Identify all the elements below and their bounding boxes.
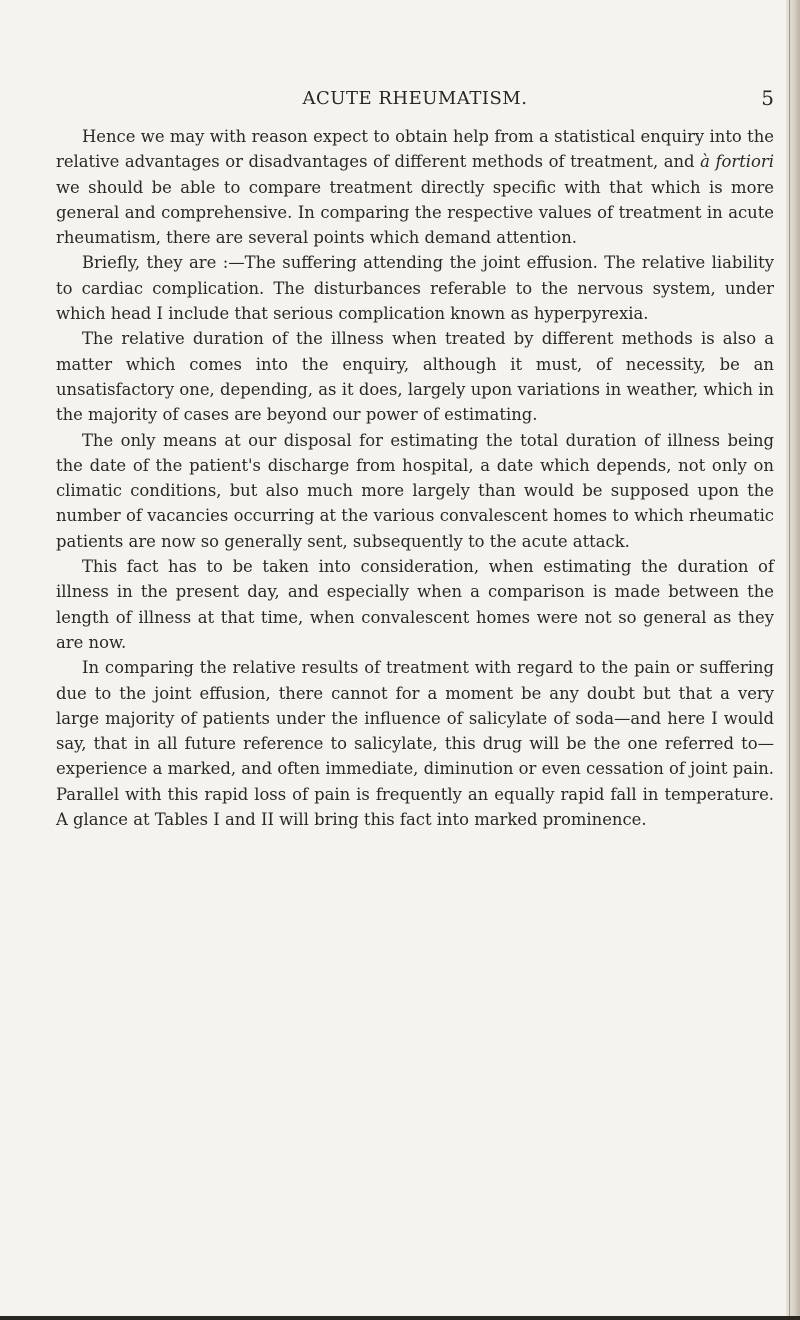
paragraph-1-text-after: we should be able to compare treatment directly specific with that which is more general and comprehensive. In comparing the respective values of treatment in acute rheumatism, there are several points which demand attention. [56,177,774,248]
paragraph-relative-duration: The relative duration of the illness when treated by different methods is also a matter which comes into the enquiry, although it must, of necessity, be an unsatisfactory one, depending, as it does, largely upon variations in weather, which in the majority of cases are beyond our power of estimating. [56,329,774,425]
paragraph-consideration: This fact has to be taken into consideration, when estimating the duration of illness in the present day, and especially when a comparison is made between the length of illness at that time, when convalescent homes were not so general as they are now. [56,557,774,652]
paragraph-points-list: Briefly, they are :—The suffering attending the joint effusion. The relative liability to cardiac complication. The disturbances referable to the nervous system, under which head I include that serious complication known as hyperpyrexia. [56,253,774,324]
page-header [56,88,774,118]
body-text [56,124,774,832]
paragraph-means-of-estimating: The only means at our disposal for estimating the total duration of illness being the date of the patient's discharge from hospital, a date which depends, not only on climatic conditions, but also much more largely than would be supposed upon the number of vacancies occurring at the various convalescent homes to which rheumatic patients are now so generally sent, subsequently to the acute attack. [56,430,774,551]
paragraph-1-text-before: Hence we may with reason expect to obtain help from a statistical enquiry into the relative advantages or disadvantages of different methods of treatment, and [56,127,774,172]
page-number: 5 [761,86,774,110]
paragraph-statistical-enquiry [56,124,774,250]
latin-phrase: à fortiori [700,152,774,172]
paragraph-comparing-results: In comparing the relative results of treatment with regard to the pain or suffering due to the joint effusion, there cannot for a moment be any doubt but that a very large majority of patients under the influence of salicylate of soda—and here I would say, that in all future reference to salicylate, this drug will be the one referred to—experience a marked, and often immediate, diminution or even cessation of joint pain. Parallel with this rapid loss of pain is frequently an equally rapid fall in temperature. A glance at Tables I and II will bring this fact into marked prominence. [56,658,774,830]
running-title: ACUTE RHEUMATISM. [302,88,528,109]
page-edge-bottom [0,1316,800,1320]
page-edge-line [789,0,790,1320]
